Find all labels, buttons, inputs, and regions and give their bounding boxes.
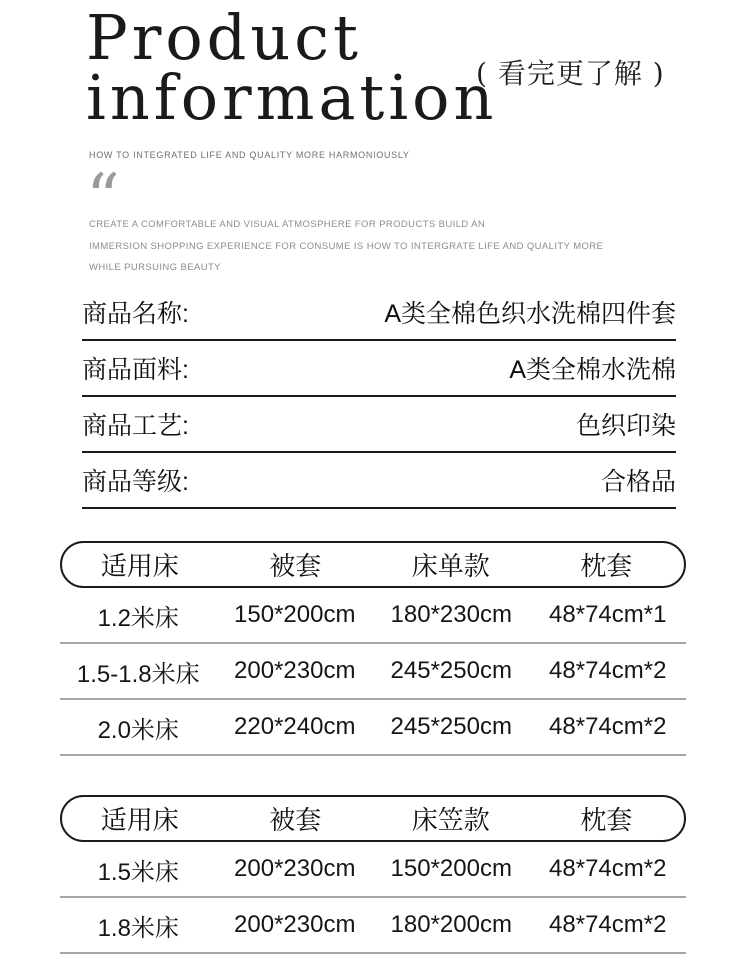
size-table-row [60, 700, 686, 756]
product-attribute-row [82, 453, 676, 509]
size-table-cell: 200*230cm [234, 657, 356, 684]
page-title-line2: information [86, 61, 498, 134]
page-title [86, 1, 498, 134]
size-table-cell: 2.0米床 [97, 716, 179, 744]
page-title-line1: Product [86, 1, 362, 74]
size-table-cell: 180*230cm [390, 601, 512, 628]
size-table-header-cell: 枕套 [580, 551, 633, 581]
description-line: WHILE PURSUING BEAUTY [89, 262, 221, 273]
size-table-row [60, 898, 686, 954]
size-table-cell: 48*74cm*2 [549, 713, 667, 740]
size-table-cell: 48*74cm*1 [549, 601, 667, 628]
size-table-cell: 1.2米床 [97, 604, 179, 632]
size-table-row [60, 644, 686, 700]
product-attribute-row [82, 341, 676, 397]
size-table-header-cell: 适用床 [100, 551, 179, 581]
attribute-value: 合格品 [600, 468, 676, 496]
size-table-cell: 180*200cm [390, 911, 512, 938]
size-table-row [60, 842, 686, 898]
attribute-label: 商品名称: [82, 300, 189, 328]
size-table-cell: 220*240cm [234, 713, 356, 740]
product-attribute-row [82, 397, 676, 453]
description [89, 214, 603, 279]
size-table-header-cell: 被套 [269, 551, 322, 581]
attribute-label: 商品工艺: [82, 412, 189, 440]
size-table-cell: 200*230cm [234, 855, 356, 882]
size-table-cell: 48*74cm*2 [549, 657, 667, 684]
size-table-header [60, 795, 686, 842]
size-tables [60, 541, 686, 954]
size-table-header [60, 541, 686, 588]
size-table-cell: 1.8米床 [97, 914, 179, 942]
attribute-label: 商品等级: [82, 468, 189, 496]
tagline: HOW TO INTEGRATED LIFE AND QUALITY MORE HARMONIOUSLY [89, 150, 410, 160]
size-table-cell: 200*230cm [234, 911, 356, 938]
attribute-value: A类全棉色织水洗棉四件套 [384, 300, 676, 328]
size-table-header-cell: 被套 [269, 805, 322, 835]
size-table-header-cell: 适用床 [100, 805, 179, 835]
quote-icon: “ [86, 160, 120, 237]
size-table-cell: 1.5米床 [97, 858, 179, 886]
size-table-cell: 150*200cm [234, 601, 356, 628]
size-table-cell: 245*250cm [390, 657, 512, 684]
size-table-header-cell: 枕套 [580, 805, 633, 835]
size-table-cell: 150*200cm [390, 855, 512, 882]
product-attributes [82, 285, 676, 509]
attribute-label: 商品面料: [82, 356, 189, 384]
attribute-value: A类全棉水洗棉 [509, 356, 676, 384]
size-table-cell: 48*74cm*2 [549, 855, 667, 882]
subtitle-note: ( 看完更了解 ) [476, 57, 665, 90]
size-table-header-cell: 床单款 [411, 551, 490, 581]
size-table-cell: 1.5-1.8米床 [76, 660, 200, 688]
description-line: IMMERSION SHOPPING EXPERIENCE FOR CONSUME IS HOW TO INTERGRATE LIFE AND QUALITY MORE [89, 240, 604, 252]
size-table-header-cell: 床笠款 [411, 805, 490, 835]
size-table-row [60, 588, 686, 644]
size-table-cell: 48*74cm*2 [549, 911, 667, 938]
size-table [60, 795, 686, 954]
attribute-value: 色织印染 [575, 412, 676, 440]
size-table-cell: 245*250cm [390, 713, 512, 740]
product-attribute-row [82, 285, 676, 341]
description-line: CREATE A COMFORTABLE AND VISUAL ATMOSPHERE FOR PRODUCTS BUILD AN [89, 219, 486, 230]
size-table [60, 541, 686, 756]
